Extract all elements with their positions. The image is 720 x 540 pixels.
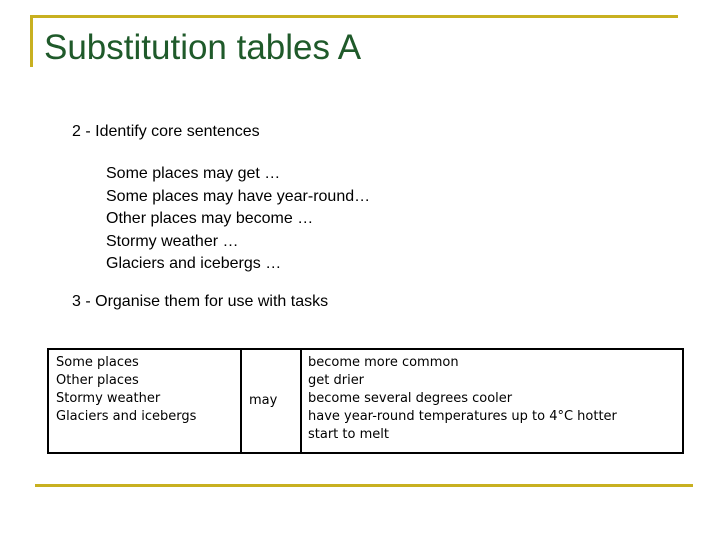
section-3-heading: 3 - Organise them for use with tasks (72, 293, 329, 310)
section-2-heading: 2 - Identify core sentences (72, 123, 260, 140)
predicate-item: start to melt (308, 427, 389, 442)
subject-item: Some places (56, 355, 139, 370)
core-sentences-list (106, 163, 370, 276)
predicate-item: get drier (308, 373, 365, 388)
predicate-item: become more common (308, 355, 459, 370)
bottom-rule (35, 484, 693, 487)
substitution-table (47, 348, 684, 454)
top-rule (30, 15, 678, 18)
core-sentence: Some places may have year-round… (106, 187, 371, 205)
core-sentence: Other places may become … (106, 210, 314, 227)
subject-item: Other places (56, 373, 139, 388)
modal-cell (241, 349, 301, 453)
table-row (48, 349, 683, 453)
core-sentence: Some places may get … (106, 165, 281, 182)
core-sentence: Stormy weather … (106, 232, 239, 250)
subjects-cell (48, 349, 241, 453)
subject-item: Glaciers and icebergs (56, 409, 197, 424)
subject-item: Stormy weather (56, 391, 161, 406)
predicate-item: become several degrees cooler (308, 391, 513, 406)
modal-verb: may (249, 393, 278, 408)
predicates-cell (301, 349, 683, 453)
slide-title: Substitution tables A (44, 28, 362, 67)
predicate-item: have year-round temperatures up to 4°C hotter (308, 409, 617, 424)
core-sentence: Glaciers and icebergs … (106, 255, 282, 272)
left-rule (30, 15, 33, 67)
